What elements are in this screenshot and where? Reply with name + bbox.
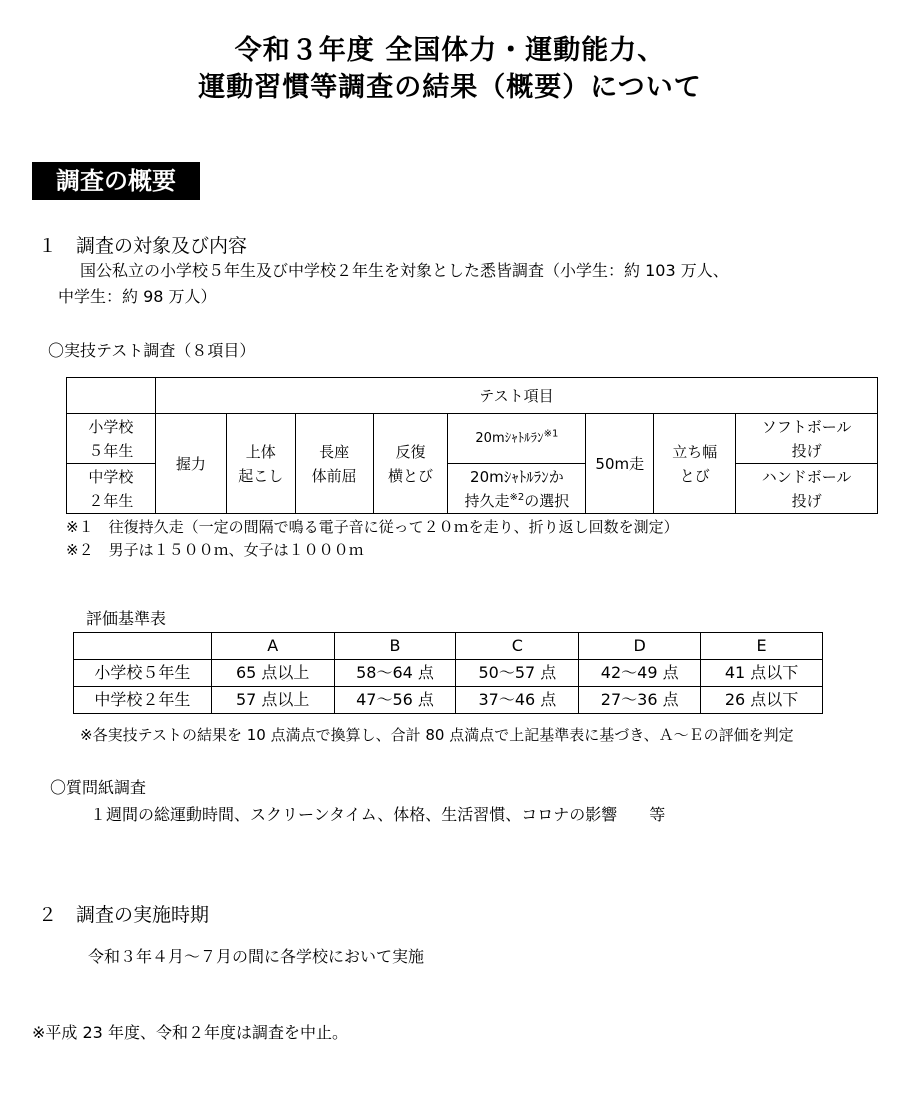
section-2-heading: ２ 調査の実施時期 xyxy=(38,904,210,926)
note-1: ※１ 往復持久走（一定の間隔で鳴る電子音に従って２０ｍを走り、折り返し回数を測定） xyxy=(66,518,679,536)
eval-row-label: 小学校５年生 xyxy=(74,660,212,687)
grade-junior-high: 中学校 ２年生 xyxy=(67,464,156,514)
practical-test-heading: 〇実技テスト調査（８項目） xyxy=(48,341,256,360)
test-standing-jump: 立ち幅 とび xyxy=(654,414,736,514)
eval-corner-cell xyxy=(74,633,212,660)
eval-header: D xyxy=(579,633,701,660)
test-items-header: テスト項目 xyxy=(155,378,877,414)
questionnaire-text: １週間の総運動時間、スクリーンタイム、体格、生活習慣、コロナの影響 等 xyxy=(90,805,666,824)
eval-cell: 47～56 点 xyxy=(334,687,456,714)
eval-row-label: 中学校２年生 xyxy=(74,687,212,714)
footer-note: ※平成 23 年度、令和２年度は調査を中止。 xyxy=(32,1023,348,1042)
section-1-para-line2: 中学生：約 98 万人） xyxy=(58,287,217,306)
table-row xyxy=(74,660,823,687)
eval-cell: 26 点以下 xyxy=(701,687,823,714)
eval-header: B xyxy=(334,633,456,660)
section-1-heading: １ 調査の対象及び内容 xyxy=(38,235,248,257)
eval-header: C xyxy=(456,633,579,660)
eval-cell: 41 点以下 xyxy=(701,660,823,687)
page-title-line2: 運動習慣等調査の結果（概要）について xyxy=(198,72,702,103)
test-shuttle-junior-high: 20mｼｬﾄﾙﾗﾝか 持久走$^{※2}$の選択 xyxy=(448,464,586,514)
test-grip: 握力 xyxy=(155,414,226,514)
page-title-line1: 令和３年度 全国体力・運動能力、 xyxy=(234,35,666,66)
eval-header: A xyxy=(211,633,334,660)
eval-table-note: ※各実技テストの結果を 10 点満点で換算し、合計 80 点満点で上記基準表に基づき、Ａ～Ｅの評価を判定 xyxy=(80,726,794,744)
grade-elementary: 小学校 ５年生 xyxy=(67,414,156,464)
page-title xyxy=(0,32,900,106)
test-handball: ハンドボール 投げ xyxy=(736,464,878,514)
section-1-para-line1: 国公私立の小学校５年生及び中学校２年生を対象とした悉皆調査（小学生：約 103 万人、 xyxy=(80,261,729,280)
evaluation-table xyxy=(73,632,823,714)
table-corner-cell xyxy=(67,378,156,414)
eval-cell: 65 点以上 xyxy=(211,660,334,687)
test-sit-reach: 長座 体前屈 xyxy=(295,414,373,514)
eval-cell: 27～36 点 xyxy=(579,687,701,714)
eval-cell: 42～49 点 xyxy=(579,660,701,687)
test-50m-dash: 50m走 xyxy=(586,414,654,514)
test-shuttle-elementary: 20mｼｬﾄﾙﾗﾝ$^{※1}$ xyxy=(448,414,586,464)
test-softball: ソフトボール 投げ xyxy=(736,414,878,464)
eval-header: E xyxy=(701,633,823,660)
eval-table-caption: 評価基準表 xyxy=(86,609,167,628)
note-2: ※２ 男子は１５００ｍ、女子は１０００ｍ xyxy=(66,541,364,559)
eval-cell: 57 点以上 xyxy=(211,687,334,714)
section-label: 調査の概要 xyxy=(32,162,200,200)
test-situp: 上体 起こし xyxy=(226,414,295,514)
questionnaire-heading: 〇質問紙調査 xyxy=(50,778,147,797)
test-side-step: 反復 横とび xyxy=(373,414,448,514)
table-notes xyxy=(66,516,679,562)
eval-cell: 37～46 点 xyxy=(456,687,579,714)
table-row xyxy=(74,687,823,714)
section-2-text: 令和３年４月～７月の間に各学校において実施 xyxy=(88,947,425,966)
eval-cell: 58～64 点 xyxy=(334,660,456,687)
test-items-table xyxy=(66,377,878,514)
eval-cell: 50～57 点 xyxy=(456,660,579,687)
